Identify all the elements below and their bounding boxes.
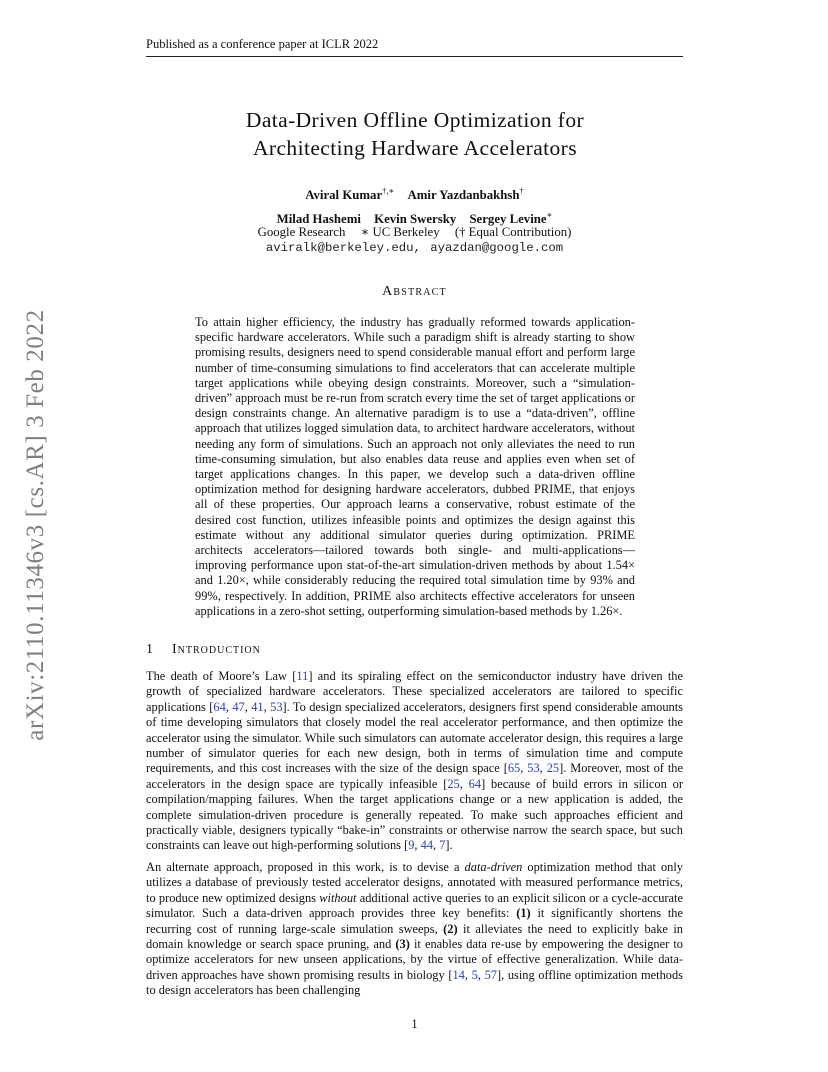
author-list — [146, 182, 683, 229]
paragraph-text: , — [459, 776, 469, 791]
paragraph-text: it enables data re-use by empowering the designer to optimize accelerators for new unseen applications, by the virtue of effective generalization. While data-driven approaches have shown promising results in biology [ — [146, 937, 683, 982]
author: Kevin Swersky — [374, 211, 457, 226]
paragraph-text: it significantly shortens the recurring cost of running large-scale simulation sweeps, — [146, 906, 683, 936]
paragraph-text: it alleviates the need to explicitly bake in domain knowledge or search space pruning, and — [146, 921, 683, 952]
section-number: 1 — [146, 642, 154, 657]
paragraph-text: , — [520, 761, 528, 776]
citation-link[interactable]: 14 — [452, 967, 465, 982]
citation-link[interactable]: 53 — [270, 699, 283, 714]
author: Milad Hashemi — [276, 211, 361, 226]
paragraph-text: additional active queries to an explicit silicon or a cycle-accurate simulator. Such a data-driven approach provides three key benefits: — [146, 890, 683, 921]
paragraph-text: optimization method that only utilizes a database of previously tested accelerator designs, annotated with measured performance metrics, to produce new optimized designs — [146, 860, 684, 905]
citation-link[interactable]: 5 — [471, 967, 478, 982]
affiliations — [146, 223, 683, 241]
emphasis-text: without — [319, 890, 357, 905]
author-emails — [146, 241, 683, 255]
citation-link[interactable]: 44 — [420, 838, 434, 853]
paper-title — [120, 106, 710, 162]
benefit-marker: (3) — [395, 937, 410, 952]
paragraph-text: ]. Moreover, most of the accelerators in the design space are typically infeasible [ — [146, 761, 683, 791]
paragraph-text: , — [414, 838, 421, 853]
arxiv-stamp-text: arXiv:2110.11346v3 [cs.AR] 3 Feb 2022 — [22, 309, 49, 741]
paragraph-text: , — [477, 967, 485, 982]
citation-link[interactable]: 7 — [439, 838, 446, 853]
paragraph-text: , — [464, 967, 472, 982]
author: Amir Yazdanbakhsh† — [407, 186, 524, 203]
benefit-marker: (2) — [443, 921, 458, 936]
paragraph-text: An alternate approach, proposed in this work, is to devise a — [146, 860, 465, 874]
affiliation-google: Google Research — [257, 225, 346, 239]
paragraph-text: , — [244, 699, 252, 714]
equal-contribution-note: († Equal Contribution) — [454, 225, 572, 239]
citation-link[interactable]: 41 — [251, 699, 264, 714]
title-line-2: Architecting Hardware Accelerators — [253, 136, 577, 160]
paragraph-text: ]. — [445, 838, 453, 853]
benefit-marker: (1) — [516, 906, 531, 921]
citation-link[interactable]: 25 — [546, 761, 560, 776]
citation-link[interactable]: 53 — [527, 761, 540, 776]
citation-link[interactable]: 64 — [468, 776, 482, 791]
citation-link[interactable]: 9 — [408, 838, 415, 853]
citation-link[interactable]: 11 — [296, 669, 309, 683]
title-line-1: Data-Driven Offline Optimization for — [245, 108, 585, 132]
author: Sergey Levine∗ — [469, 209, 553, 226]
citation-link[interactable]: 25 — [447, 776, 460, 791]
intro-paragraph-2 — [146, 860, 683, 999]
paragraph-text: , — [263, 699, 271, 714]
citation-link[interactable]: 57 — [484, 967, 497, 982]
paragraph-text: The death of Moore’s Law [ — [146, 669, 297, 683]
abstract-body: To attain higher efficiency, the industry has gradually reformed towards application-specific hardware accelerators. While such a paradigm shift is already starting to show promising results, designers need to spend considerable manual effort and perform large number of time-consuming simulations to find accelerators that can accelerate multiple target applications while obeying design constraints. Moreover, such a “simulation-driven” approach must be re-run from scratch every time the set of target applications or design constraints change. An alternative paradigm is to use a “data-driven”, offline approach that utilizes logged simulation data, to architect hardware accelerators, without needing any form of simulations. Such an approach not only alleviates the need to run time-consuming simulation, but also enables data reuse and applies even when set of target applications changes. In this paper, we develop such a data-driven offline optimization method for designing hardware accelerators, dubbed PRIME, that enjoys all of these properties. Our approach learns a conservative, robust estimate of the desired cost function, utilizes infeasible points and optimizes the design against this estimate without any additional simulator queries during optimization. PRIME architects accelerators—tailored towards both single- and multi-applications—improving performance upon stat-of-the-art simulation-driven methods by about 1.54× and 1.20×, while considerably reducing the required total simulation time by 93% and 99%, respectively. In addition, PRIME also architects effective accelerators for unseen applications in a zero-shot setting, outperforming simulation-based methods by 1.26×. — [195, 315, 635, 618]
paragraph-text: , — [539, 761, 547, 776]
paragraph-text: , — [225, 699, 233, 714]
affiliation-berkeley: ∗ UC Berkeley — [360, 225, 440, 239]
author: Aviral Kumar†,∗ — [305, 186, 395, 203]
email-link[interactable]: ayazdan@google.com — [430, 241, 564, 255]
intro-paragraph-1 — [146, 669, 683, 854]
section-title: Introduction — [172, 642, 261, 657]
citation-link[interactable]: 65 — [507, 761, 521, 776]
paragraph-text: ], using offline optimization methods to design accelerators has been challenging — [146, 967, 684, 998]
paragraph-text: ] because of build errors in silicon or compilation/mapping failures. When the target applications change or a new application is added, the complete simulation-driven procedure is generally repeated. To make such approaches efficient and practically viable, designers typically “bake-in” constraints or otherwise narrow the search space, but such constraints can leave out high-performing solutions [ — [146, 776, 683, 853]
page-number: 1 — [411, 1017, 418, 1031]
citation-link[interactable]: 64 — [213, 699, 226, 714]
paragraph-text: ]. To design specialized accelerators, designers first spend considerable amounts of time developing simulators that closely model the real accelerator performance, and then optimize the accelerator using the simulator. While such simulators can automate accelerator design, this requires a large number of simulator queries for each new design, both in terms of simulation time and compute requirements, and this cost increases with the size of the design space [ — [146, 699, 683, 776]
paragraph-text: , — [433, 838, 440, 853]
email-link[interactable]: aviralk@berkeley.edu, — [265, 241, 421, 255]
emphasis-text: data-driven — [464, 860, 523, 874]
abstract-heading: Abstract — [382, 284, 447, 299]
running-head: Published as a conference paper at ICLR 2022 — [146, 37, 683, 57]
section-heading-introduction — [146, 642, 683, 658]
author-row-1 — [146, 182, 683, 205]
paragraph-text: ] and its spiraling effect on the semiconductor industry have driven the growth of specialized hardware accelerators. These specialized accelerators are tailored to specific applications [ — [146, 669, 683, 714]
citation-link[interactable]: 47 — [232, 699, 245, 714]
